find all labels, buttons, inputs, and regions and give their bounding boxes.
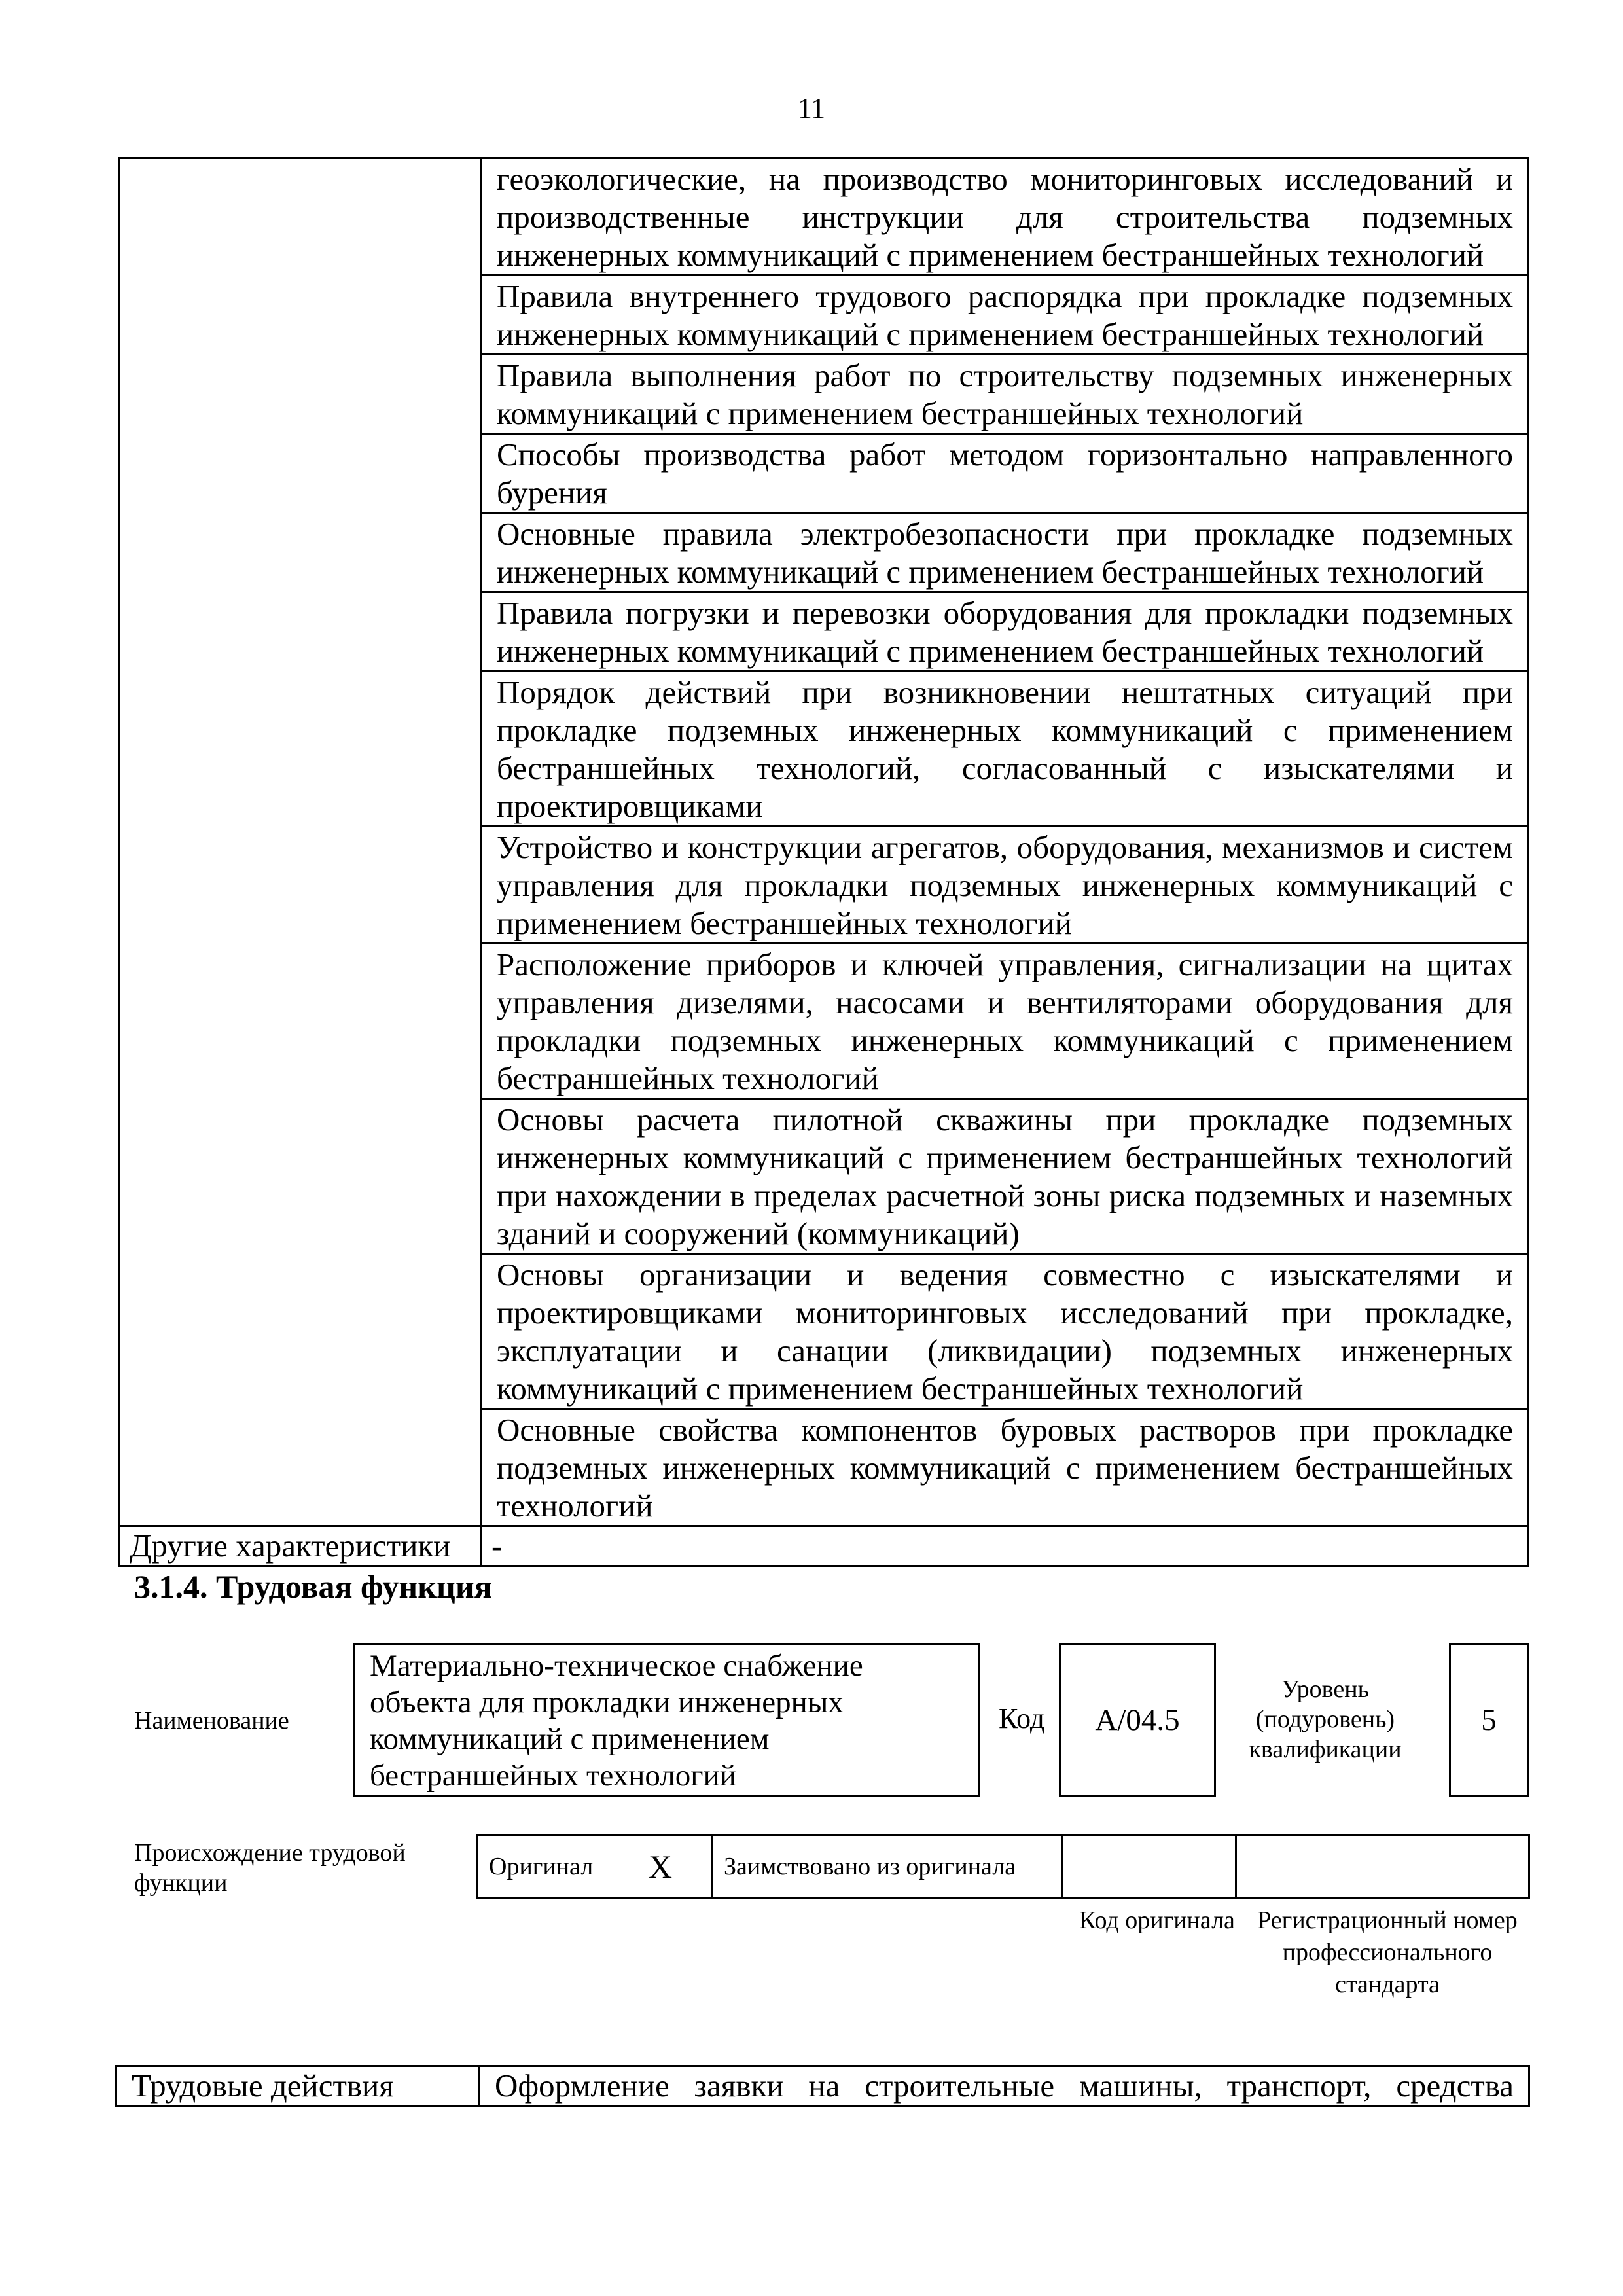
registration-number-caption: Регистрационный номер профессионального стандарта [1257, 1907, 1518, 1998]
labor-actions-value-cell [480, 2066, 1529, 2106]
knowledge-cell [482, 827, 1529, 944]
origin-row [478, 1835, 1529, 1899]
other-characteristics-value: - [491, 1528, 503, 1564]
code-box [1059, 1643, 1216, 1797]
code-value: А/04.5 [1095, 1703, 1180, 1737]
knowledge-text: Устройство и конструкции агрегатов, оборудования, механизмов и систем управления для прокладки подземных инженерных коммуникаций с применением бестраншейных технологий [497, 829, 1513, 941]
knowledge-cell [482, 158, 1529, 276]
knowledge-text: Основные свойства компонентов буровых растворов при прокладке подземных инженерных коммуникаций с применением бестраншейных технологий [497, 1412, 1513, 1524]
origin-table [476, 1834, 1530, 1899]
section-heading: 3.1.4. Трудовая функция [134, 1568, 492, 1605]
borrowed-cell [713, 1835, 1063, 1899]
knowledge-cell [482, 355, 1529, 434]
knowledge-text: Способы производства работ методом горизонтально направленного бурения [497, 437, 1513, 511]
labor-actions-row [116, 2066, 1529, 2106]
knowledge-text: геоэкологические, на производство мониторинговых исследований и производственные инструкции для строительства подземных инженерных коммуникаций с применением бестраншейных технологий [497, 161, 1513, 273]
function-name-value: Материально-техническое снабжение объекта для прокладки инженерных коммуникаций с применением бестраншейных технологий [370, 1649, 863, 1793]
knowledge-text: Порядок действий при возникновении нештатных ситуаций при прокладке подземных инженерных коммуникаций с применением бестраншейных технологий, согласованный с изыскателями и проектировщиками [497, 674, 1513, 824]
other-characteristics-label: Другие характеристики [130, 1528, 451, 1564]
knowledge-text: Основные правила электробезопасности при прокладке подземных инженерных коммуникаций с применением бестраншейных технологий [497, 516, 1513, 590]
knowledge-cell [482, 1409, 1529, 1526]
labor-actions-table [115, 2065, 1530, 2107]
knowledge-cell [482, 1099, 1529, 1254]
knowledge-row [120, 158, 1529, 276]
page-number: 11 [797, 92, 826, 124]
required-knowledge-table [118, 157, 1529, 1567]
other-characteristics-label-cell [120, 1526, 482, 1566]
registration-number-cell [1236, 1835, 1529, 1899]
knowledge-cell [482, 944, 1529, 1099]
qualification-level-box [1449, 1643, 1529, 1797]
labor-actions-value: Оформление заявки на строительные машины, транспорт, средства [495, 2068, 1514, 2104]
original-mark-cell [649, 1835, 713, 1899]
code-label: Код [999, 1702, 1045, 1734]
qualification-level-value: 5 [1481, 1703, 1497, 1737]
knowledge-text: Правила внутреннего трудового распорядка при прокладке подземных инженерных коммуникаций с применением бестраншейных технологий [497, 278, 1513, 352]
qualification-level-label: Уровень (подуровень) квалификации [1249, 1676, 1402, 1763]
knowledge-text: Основы расчета пилотной скважины при прокладке подземных инженерных коммуникаций с применением бестраншейных технологий при нахождении в пределах расчетной зоны риска подземных и наземных зданий и сооружений (коммуникаций) [497, 1102, 1513, 1251]
other-characteristics-row [120, 1526, 1529, 1566]
knowledge-text: Правила погрузки и перевозки оборудования для прокладки подземных инженерных коммуникаций с применением бестраншейных технологий [497, 595, 1513, 669]
original-mark: X [649, 1848, 673, 1885]
original-code-cell [1063, 1835, 1236, 1899]
labor-actions-label: Трудовые действия [132, 2068, 394, 2104]
original-code-caption: Код оригинала [1079, 1907, 1235, 1934]
knowledge-cell [482, 1254, 1529, 1409]
knowledge-cell [482, 592, 1529, 672]
knowledge-text: Основы организации и ведения совместно с изыскателями и проектировщиками мониторинговых исследований при прокладке, эксплуатации и санации (ликвидации) подземных инженерных коммуникаций с применением бестраншейных технологий [497, 1257, 1513, 1407]
knowledge-cell [482, 434, 1529, 513]
original-label: Оригинал [489, 1853, 594, 1880]
other-characteristics-value-cell [482, 1526, 1529, 1566]
borrowed-label: Заимствовано из оригинала [724, 1853, 1016, 1880]
function-name-box [353, 1643, 980, 1797]
name-label: Наименование [134, 1707, 289, 1734]
knowledge-cell [482, 276, 1529, 355]
knowledge-text: Правила выполнения работ по строительству подземных инженерных коммуникаций с применением бестраншейных технологий [497, 357, 1513, 431]
knowledge-label-cell [120, 158, 482, 1526]
origin-label: Происхождение трудовой функции [134, 1839, 406, 1897]
knowledge-cell [482, 513, 1529, 592]
original-cell [478, 1835, 649, 1899]
knowledge-text: Расположение приборов и ключей управления, сигнализации на щитах управления дизелями, насосами и вентиляторами оборудования для прокладки подземных инженерных коммуникаций с применением бестраншейных технологий [497, 946, 1513, 1096]
knowledge-table-body [120, 158, 1529, 1566]
knowledge-cell [482, 672, 1529, 827]
labor-actions-label-cell [116, 2066, 480, 2106]
